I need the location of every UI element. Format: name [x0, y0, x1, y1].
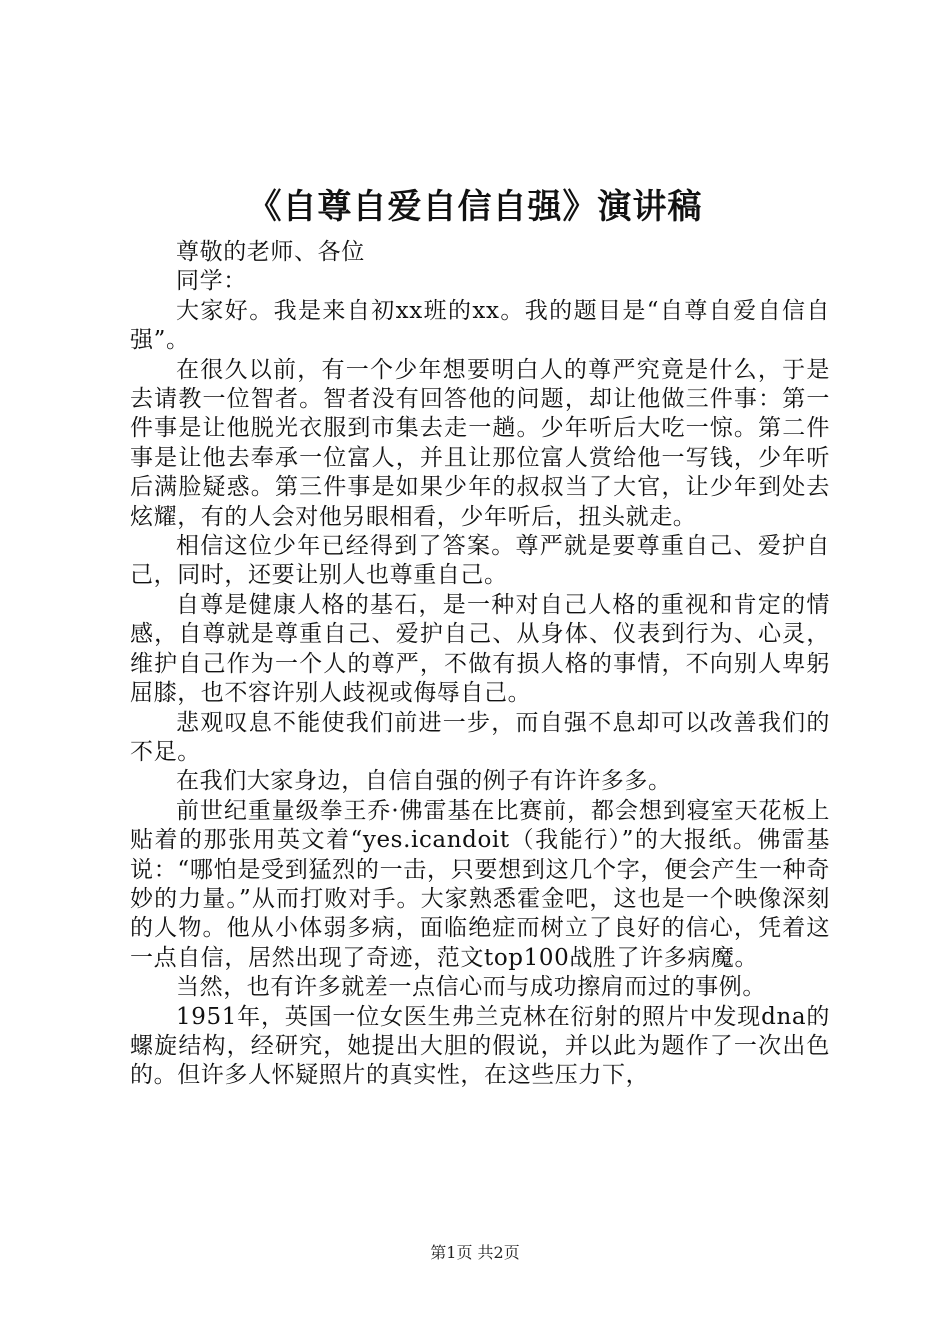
- paragraph-answer: 相信这位少年已经得到了答案。尊严就是要尊重自己、爱护自己，同时，还要让别人也尊重自己。: [130, 533, 830, 589]
- paragraph-franklin: 1951年，英国一位女医生弗兰克林在衍射的照片中发现dna的螺旋结构，经研究，她提出大胆的假说，并以此为题作了一次出色的。但许多人怀疑照片的真实性，在这些压力下，: [130, 1003, 830, 1089]
- paragraph-missed: 当然，也有许多就差一点信心而与成功擦肩而过的事例。: [176, 974, 766, 1001]
- page-number-footer: 第1页 共2页: [430, 1243, 520, 1262]
- paragraph-greeting-cont: 同学：: [176, 268, 247, 295]
- document-body: [130, 238, 830, 1091]
- paragraph-self-improvement: 悲观叹息不能使我们前进一步，而自强不息却可以改善我们的不足。: [130, 709, 830, 765]
- paragraph-intro: 大家好。我是来自初xx班的xx。我的题目是“自尊自爱自信自强”。: [130, 297, 830, 354]
- paragraph-boxer: 前世纪重量级拳王乔·佛雷基在比赛前，都会想到寝室天花板上贴着的那张用英文着“yes.icandoit（我能行）”的大报纸。佛雷基说：“哪怕是受到猛烈的一击，只要想到这几个字，便会产生一种奇妙的力量。”从而打败对手。大家熟悉霍金吧，这也是一个映像深刻的人物。他从小体弱多病，面临绝症而树立了良好的信心，凭着这一点自信，居然出现了奇迹，范文top100战胜了许多病魔。: [130, 797, 830, 971]
- paragraph-examples: 在我们大家身边，自信自强的例子有许许多多。: [176, 768, 672, 795]
- document-title: 《自尊自爱自信自强》演讲稿: [247, 187, 703, 227]
- paragraph-story: 在很久以前，有一个少年想要明白人的尊严究竟是什么，于是去请教一位智者。智者没有回答他的问题，却让他做三件事：第一件事是让他脱光衣服到市集去走一趟。少年听后大吃一惊。第二件事是让他去奉承一位富人，并且让那位富人赏给他一写钱，少年听后满脸疑惑。第三件事是如果少年的叔叔当了大官，让少年到处去炫耀，有的人会对他另眼相看，少年听后，扭头就走。: [130, 356, 830, 530]
- paragraph-greeting: 尊敬的老师、各位: [176, 239, 365, 265]
- paragraph-self-respect: 自尊是健康人格的基石，是一种对自己人格的重视和肯定的情感，自尊就是尊重自己、爱护自己、从身体、仪表到行为、心灵，维护自己作为一个人的尊严，不做有损人格的事情，不向别人卑躬屈膝，也不容许别人歧视或侮辱自己。: [130, 591, 830, 707]
